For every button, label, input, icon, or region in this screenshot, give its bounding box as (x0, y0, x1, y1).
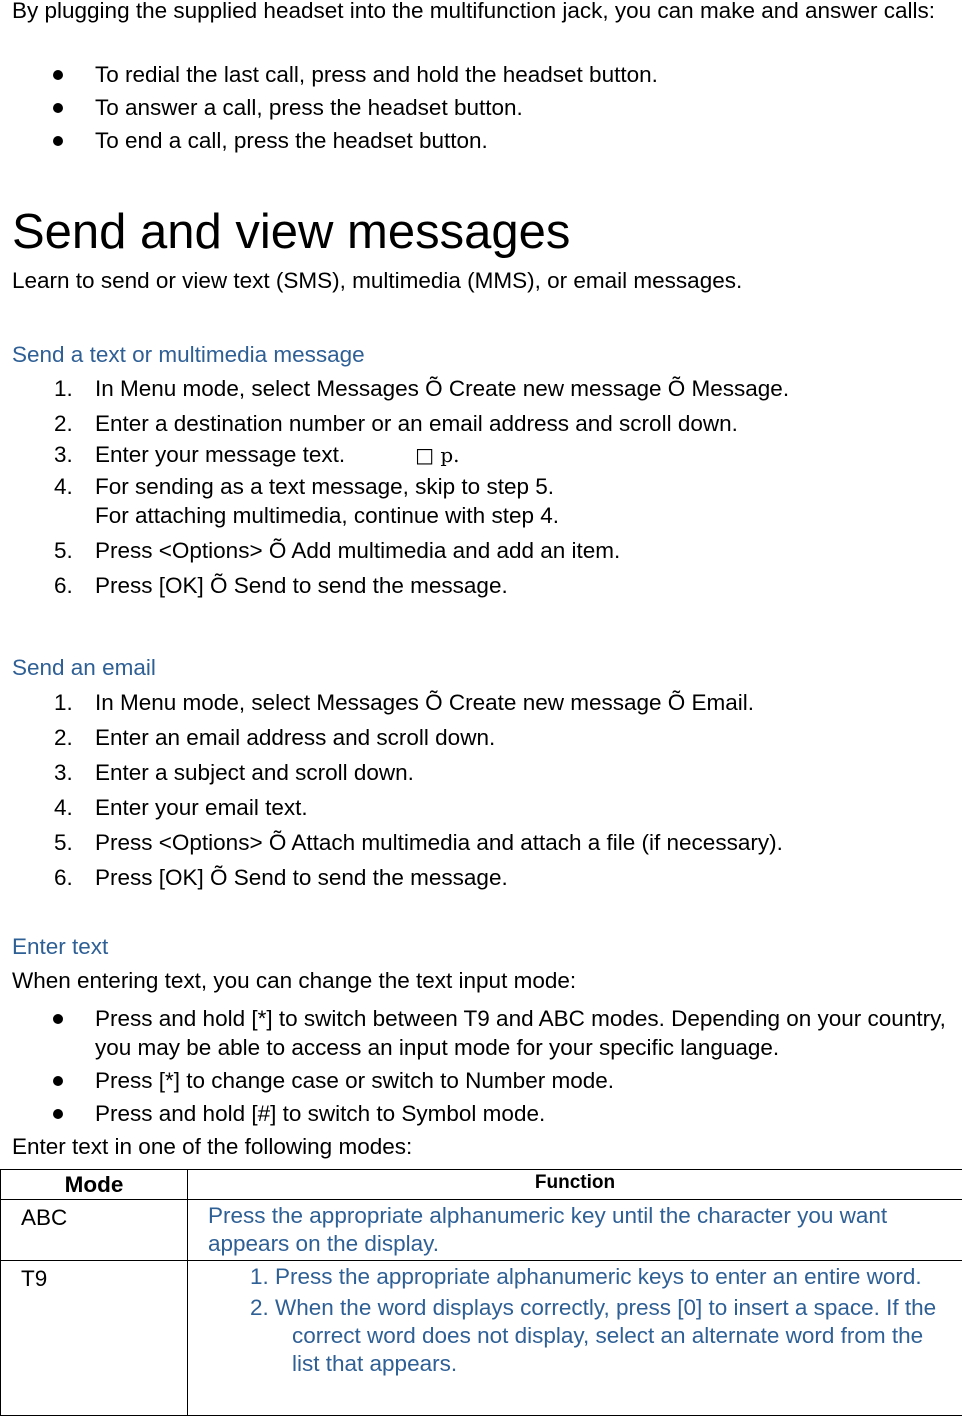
list-item: 4. Enter your email text. (12, 793, 954, 822)
list-item: 3. Enter a subject and scroll down. (12, 758, 954, 787)
table-row (1, 1261, 962, 1416)
mode-cell: ABC (1, 1200, 188, 1261)
bullet-icon (53, 103, 63, 113)
column-header-mode: Mode (1, 1170, 188, 1200)
list-item: 1. Press the appropriate alphanumeric keys to enter an entire word. (250, 1263, 950, 1291)
column-header-function: Function (188, 1170, 962, 1200)
list-item: Press [*] to change case or switch to Number mode. (12, 1066, 954, 1095)
modes-intro: Enter text in one of the following modes: (12, 1132, 954, 1161)
enter-text-lead: When entering text, you can change the text input mode: (12, 966, 954, 995)
enter-text-heading: Enter text (12, 932, 954, 961)
table-row (1, 1200, 962, 1261)
bullet-icon (53, 70, 63, 80)
intro-paragraph: By plugging the supplied headset into the multifunction jack, you can make and answer calls: (12, 0, 954, 25)
send-email-heading: Send an email (12, 653, 954, 682)
list-item: 4. For sending as a text message, skip to step 5. For attaching multimedia, continue with step 4. (12, 472, 954, 530)
list-item: 5. Press <Options> Õ Attach multimedia and attach a file (if necessary). (12, 828, 954, 857)
bullet-icon (53, 1109, 63, 1119)
list-item: To answer a call, press the headset button. (12, 93, 954, 122)
table-header-row (1, 1170, 962, 1200)
send-message-heading: Send a text or multimedia message (12, 340, 954, 369)
list-item: 2. Enter an email address and scroll down. (12, 723, 954, 752)
mode-cell: T9 (1, 1261, 188, 1416)
send-email-steps (12, 688, 954, 892)
list-item: 2. When the word displays correctly, press [0] to insert a space. If the correct word does not display, select an alternate word from the list that appears. (250, 1294, 950, 1378)
send-message-steps (12, 374, 954, 600)
input-mode-bullets (12, 1004, 954, 1128)
list-item: Press and hold [*] to switch between T9 and ABC modes. Depending on your country, you may be able to access an input mode for your specific language. (12, 1004, 954, 1062)
function-cell: Press the appropriate alphanumeric key until the character you want appears on the display. (188, 1200, 962, 1261)
section-title: Send and view messages (12, 204, 954, 260)
section-lead: Learn to send or view text (SMS), multimedia (MMS), or email messages. (12, 266, 954, 295)
headset-bullet-list (12, 60, 954, 155)
list-item: 6. Press [OK] Õ Send to send the message. (12, 863, 954, 892)
list-item: To redial the last call, press and hold the headset button. (12, 60, 954, 89)
bullet-icon (53, 1014, 63, 1024)
input-modes-table (0, 1169, 962, 1416)
list-item: 1. In Menu mode, select Messages Õ Create new message Õ Email. (12, 688, 954, 717)
list-item: Press and hold [#] to switch to Symbol mode. (12, 1099, 954, 1128)
bullet-icon (53, 136, 63, 146)
list-item: 6. Press [OK] Õ Send to send the message. (12, 571, 954, 600)
placeholder-glyph: □ p. (415, 443, 459, 467)
function-cell (188, 1261, 962, 1416)
list-item: 5. Press <Options> Õ Add multimedia and add an item. (12, 536, 954, 565)
list-item: 2. Enter a destination number or an email address and scroll down. (12, 409, 954, 438)
list-item: 1. In Menu mode, select Messages Õ Create new message Õ Message. (12, 374, 954, 403)
list-item: 3. Enter your message text. □ p. (12, 440, 954, 470)
bullet-icon (53, 1076, 63, 1086)
list-item: To end a call, press the headset button. (12, 126, 954, 155)
